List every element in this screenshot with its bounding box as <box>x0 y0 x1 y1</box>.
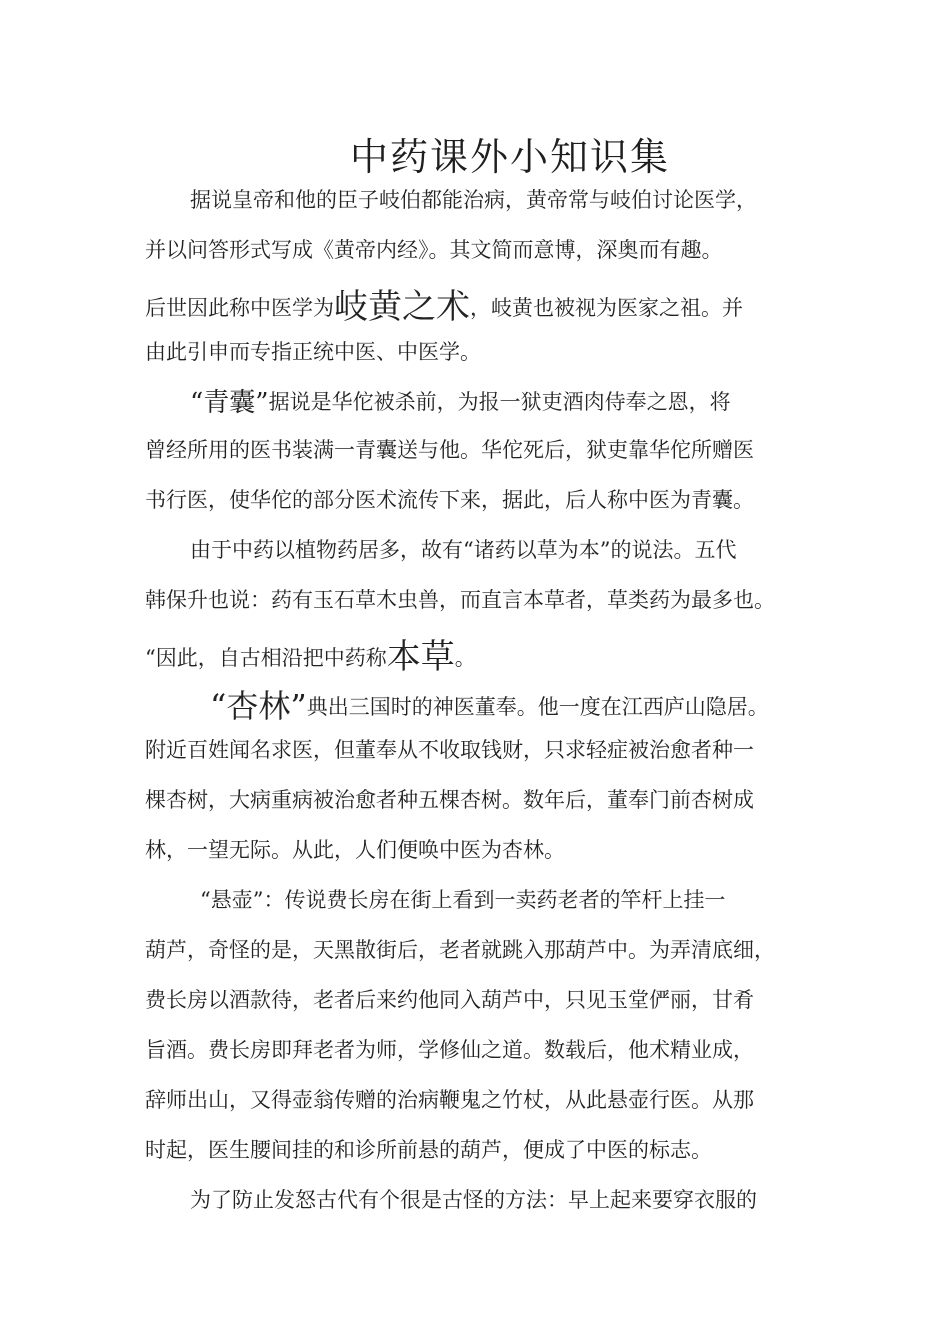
text-line: 辞师出山，又得壶翁传赠的治病鞭鬼之竹杖，从此悬壶行医。从那 <box>145 1088 754 1112</box>
text-line: 韩保升也说：药有玉石草木虫兽，而直言本草者，草类药为最多也。 <box>145 588 775 612</box>
text-line: 由此引申而专指正统中医、中医学。 <box>145 340 481 364</box>
text-run: ，岐黄也被视为医家之祖。并 <box>470 296 743 320</box>
document-title: 中药课外小知识集 <box>349 135 670 179</box>
text-run: 。 <box>454 646 476 670</box>
text-line <box>145 287 825 327</box>
text-line: 据说皇帝和他的臣子岐伯都能治病，黄帝常与岐伯讨论医学， <box>190 188 757 212</box>
emphasized-term: 本草 <box>386 637 455 677</box>
text-line: “悬壶”：传说费长房在街上看到一卖药老者的竿杆上挂一 <box>200 888 726 912</box>
text-line: 并以问答形式写成《黄帝内经》。其文简而意博，深奥而有趣。 <box>145 238 723 262</box>
text-line: 由于中药以植物药居多，故有“诸药以草为本”的说法。五代 <box>190 538 737 562</box>
text-line: 旨酒。费长房即拜老者为师，学修仙之道。数载后，他术精业成， <box>145 1038 754 1062</box>
emphasized-term: “杏林” <box>210 687 307 725</box>
text-line: 棵杏树，大病重病被治愈者种五棵杏树。数年后，董奉门前杏树成 <box>145 788 754 812</box>
text-line: 书行医，使华佗的部分医术流传下来，据此，后人称中医为青囊。 <box>145 488 754 512</box>
text-run: 后世因此称中医学为 <box>145 296 334 320</box>
text-line: 曾经所用的医书装满一青囊送与他。华佗死后，狱吏靠华佗所赠医 <box>145 438 754 462</box>
text-line: 葫芦，奇怪的是，天黑散街后，老者就跳入那葫芦中。为弄清底细， <box>145 938 775 962</box>
text-line: 林，一望无际。从此，人们便唤中医为杏林。 <box>145 838 565 862</box>
text-line <box>145 637 825 677</box>
text-line: 附近百姓闻名求医，但董奉从不收取钱财，只求轻症被治愈者种一 <box>145 738 754 762</box>
text-run: 典出三国时的神医董奉。他一度在江西庐山隐居。 <box>306 695 769 719</box>
text-line: 费长房以酒款待，老者后来约他同入葫芦中，只见玉堂俨丽，甘肴 <box>145 988 754 1012</box>
text-line <box>210 687 890 725</box>
text-run: 据说是华佗被杀前，为报一狱吏酒肉侍奉之恩，将 <box>268 390 731 414</box>
emphasized-term: 岐黄之术 <box>334 287 470 327</box>
text-run: “因此，自古相沿把中药称 <box>145 646 387 670</box>
emphasized-term: “青囊” <box>190 388 269 418</box>
text-line: 为了防止发怒古代有个很是古怪的方法：早上起来要穿衣服的 <box>190 1188 757 1212</box>
text-line <box>190 390 870 416</box>
text-line: 时起，医生腰间挂的和诊所前悬的葫芦，便成了中医的标志。 <box>145 1138 712 1162</box>
